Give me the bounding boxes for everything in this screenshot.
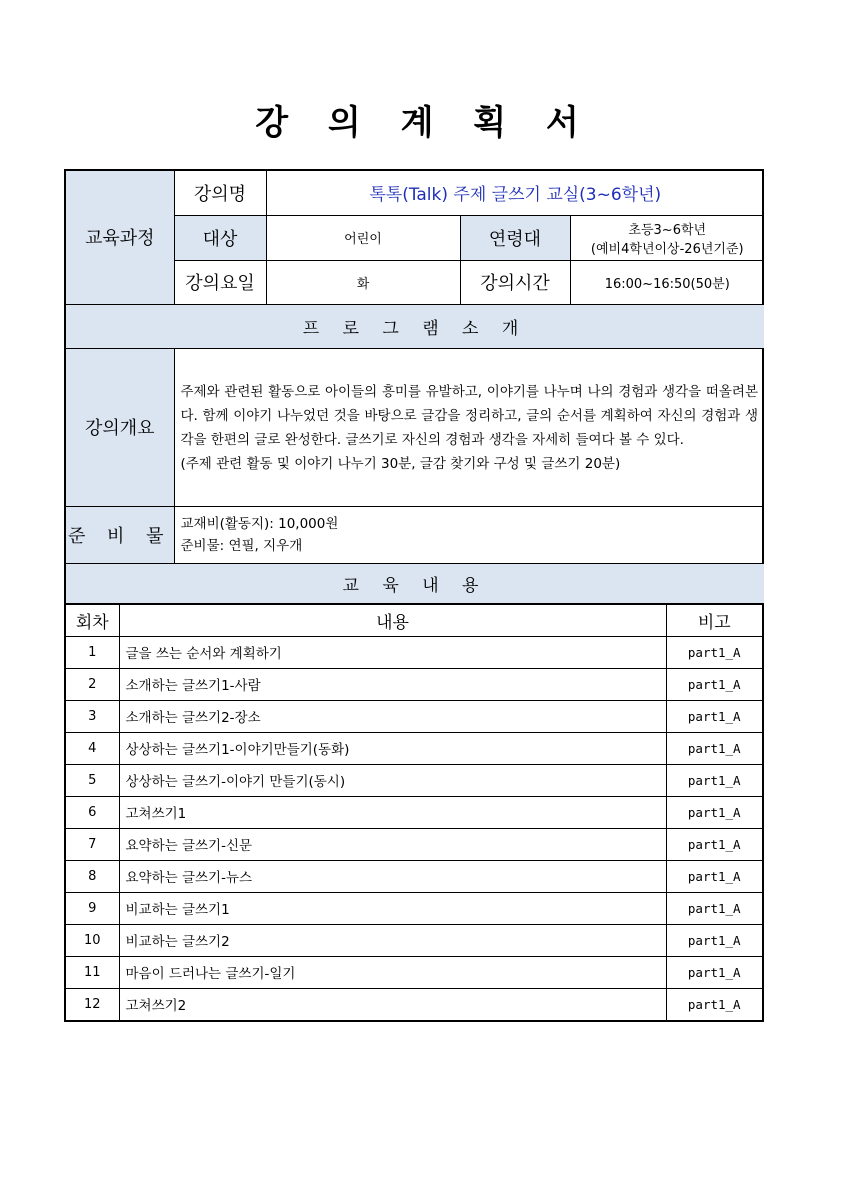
session-note: part1_A (666, 668, 762, 700)
table-row (66, 924, 762, 956)
session-content: 소개하는 글쓰기1-사람 (119, 668, 666, 700)
session-number: 1 (66, 636, 119, 668)
session-content: 비교하는 글쓰기1 (119, 892, 666, 924)
sessions-table (66, 604, 762, 1021)
course-name-label: 강의명 (174, 171, 266, 215)
col-session-header: 회차 (66, 604, 119, 636)
col-content-header: 내용 (119, 604, 666, 636)
session-content: 고쳐쓰기2 (119, 988, 666, 1020)
session-number: 2 (66, 668, 119, 700)
session-number: 8 (66, 860, 119, 892)
overview-note: (주제 관련 활동 및 이야기 나누기 30분, 글감 찾기와 구성 및 글쓰기 20분) (180, 456, 621, 472)
session-note: part1_A (666, 892, 762, 924)
table-row (66, 828, 762, 860)
session-number: 7 (66, 828, 119, 860)
table-row (66, 796, 762, 828)
age-value-line1: 초등3~6학년 (628, 222, 707, 238)
session-number: 12 (66, 988, 119, 1020)
session-note: part1_A (666, 988, 762, 1020)
course-info-table (66, 171, 764, 604)
session-note: part1_A (666, 732, 762, 764)
session-content: 마음이 드러나는 글쓰기-일기 (119, 956, 666, 988)
prep-cell (174, 506, 764, 563)
table-row (66, 988, 762, 1020)
table-row (66, 764, 762, 796)
day-value: 화 (266, 260, 460, 304)
session-note: part1_A (666, 700, 762, 732)
session-number: 6 (66, 796, 119, 828)
session-number: 5 (66, 764, 119, 796)
prep-line2: 준비물: 연필, 지우개 (180, 537, 303, 554)
session-number: 4 (66, 732, 119, 764)
overview-label: 강의개요 (66, 348, 174, 506)
target-value: 어린이 (266, 215, 460, 260)
session-note: part1_A (666, 636, 762, 668)
session-content: 상상하는 글쓰기1-이야기만들기(동화) (119, 732, 666, 764)
lecture-plan-sheet (64, 169, 764, 1022)
table-row (66, 636, 762, 668)
session-note: part1_A (666, 860, 762, 892)
age-value (570, 215, 764, 260)
table-row (66, 732, 762, 764)
session-note: part1_A (666, 764, 762, 796)
day-label: 강의요일 (174, 260, 266, 304)
target-label: 대상 (174, 215, 266, 260)
overview-text: 주제와 관련된 활동으로 아이들의 흥미를 유발하고, 이야기를 나누며 나의 경험과 생각을 떠올려본다. 함께 이야기 나누었던 것을 바탕으로 글감을 정리하고, 글의 순서를 계획하여 자신의 경험과 생각을 한편의 글로 완성한다. 글쓰기로 자신의 경험과 생각을 자세히 들여다 볼 수 있다. (180, 384, 759, 448)
table-row (66, 956, 762, 988)
edu-content-header: 교 육 내 용 (66, 563, 764, 603)
time-label: 강의시간 (460, 260, 570, 304)
col-note-header: 비고 (666, 604, 762, 636)
session-content: 상상하는 글쓰기-이야기 만들기(동시) (119, 764, 666, 796)
table-row (66, 700, 762, 732)
session-content: 요약하는 글쓰기-신문 (119, 828, 666, 860)
page-title: 강 의 계 획 서 (255, 103, 593, 143)
session-number: 10 (66, 924, 119, 956)
session-number: 9 (66, 892, 119, 924)
table-row (66, 892, 762, 924)
course-label: 교육과정 (66, 171, 174, 304)
session-note: part1_A (666, 924, 762, 956)
course-name: 톡톡(Talk) 주제 글쓰기 교실(3~6학년) (266, 171, 764, 215)
program-intro-header: 프 로 그 램 소 개 (66, 304, 764, 348)
prep-label: 준 비 물 (66, 506, 174, 563)
table-row (66, 668, 762, 700)
session-note: part1_A (666, 796, 762, 828)
session-number: 11 (66, 956, 119, 988)
overview-cell (174, 348, 764, 506)
session-content: 요약하는 글쓰기-뉴스 (119, 860, 666, 892)
age-label: 연령대 (460, 215, 570, 260)
session-content: 글을 쓰는 순서와 계획하기 (119, 636, 666, 668)
session-note: part1_A (666, 956, 762, 988)
time-value: 16:00~16:50(50분) (570, 260, 764, 304)
session-content: 고쳐쓰기1 (119, 796, 666, 828)
table-row (66, 860, 762, 892)
session-number: 3 (66, 700, 119, 732)
session-content: 비교하는 글쓰기2 (119, 924, 666, 956)
session-note: part1_A (666, 828, 762, 860)
age-value-line2: (예비4학년이상-26년기준) (590, 241, 744, 257)
prep-line1: 교재비(활동지): 10,000원 (180, 515, 339, 532)
session-content: 소개하는 글쓰기2-장소 (119, 700, 666, 732)
